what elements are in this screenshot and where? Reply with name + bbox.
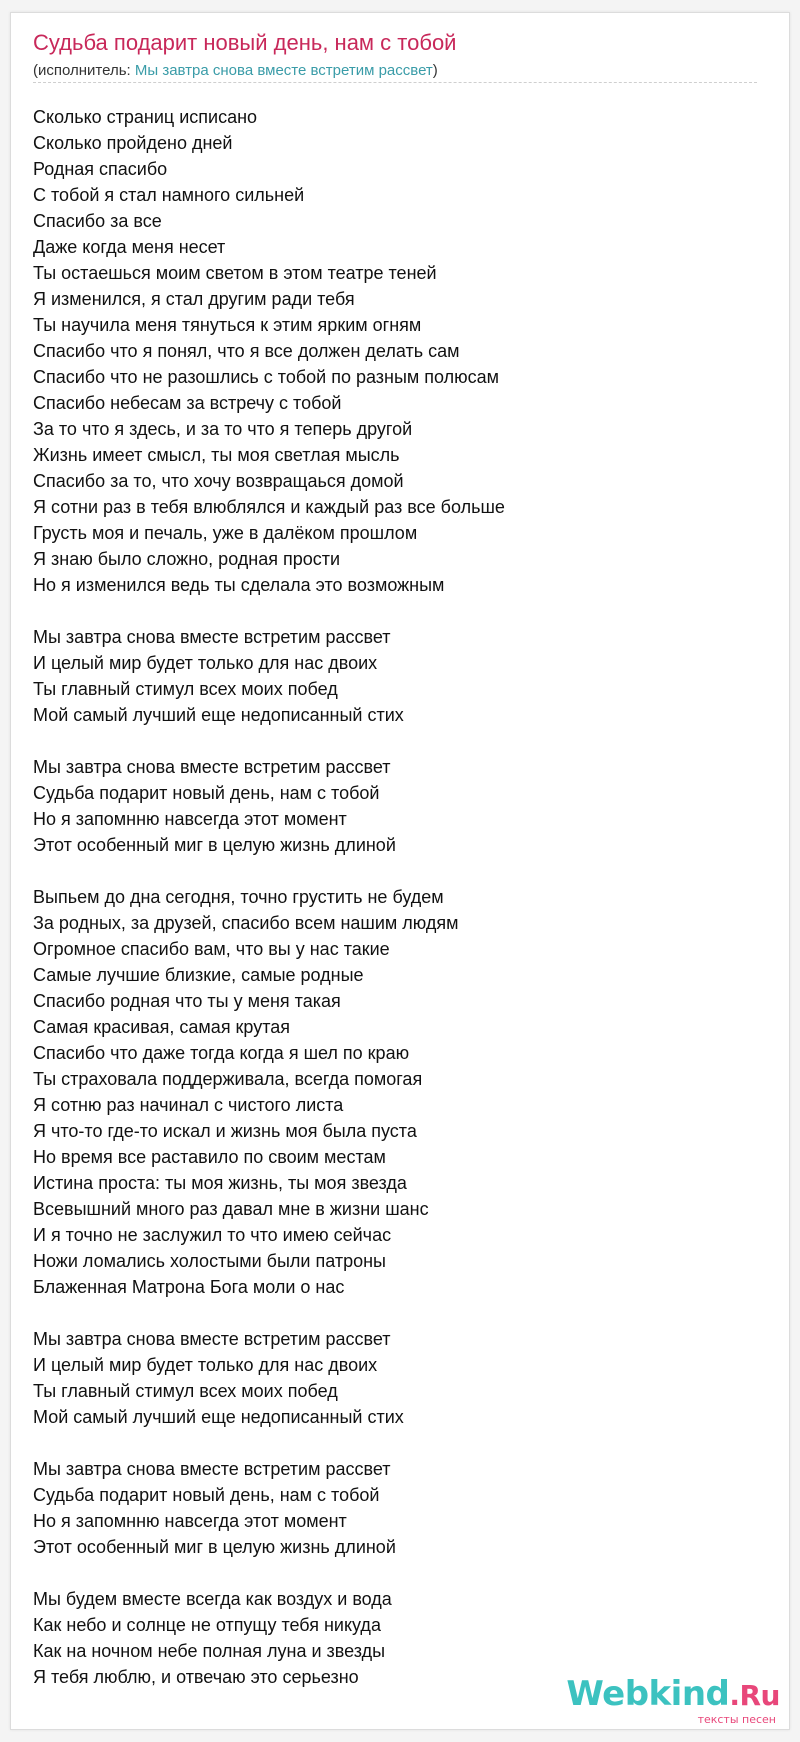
lyric-line: Блаженная Матрона Бога моли о нас: [33, 1277, 345, 1297]
lyric-line: Я что-то где-то искал и жизнь моя была пуста: [33, 1121, 417, 1141]
lyric-line: Судьба подарит новый день, нам с тобой: [33, 1485, 380, 1505]
lyric-line: Самая красивая, самая крутая: [33, 1017, 291, 1037]
lyric-line: Я знаю было сложно, родная прости: [33, 549, 341, 569]
lyric-line: И целый мир будет только для нас двоих: [33, 1355, 378, 1375]
lyric-line: С тобой я стал намного сильней: [33, 185, 305, 205]
lyric-line: И целый мир будет только для нас двоих: [33, 653, 378, 673]
lyric-line: Мы завтра снова вместе встретим рассвет: [33, 627, 391, 647]
lyric-line: Мы будем вместе всегда как воздух и вода: [33, 1589, 392, 1609]
lyric-line: Огромное спасибо вам, что вы у нас такие: [33, 939, 390, 959]
lyric-line: Спасибо за все: [33, 211, 162, 231]
lyric-line: Спасибо что я понял, что я все должен делать сам: [33, 341, 460, 361]
lyric-line: Родная спасибо: [33, 159, 168, 179]
lyrics-stanza: [33, 624, 753, 728]
logo-wordmark: [566, 1676, 780, 1714]
lyric-line: Судьба подарит новый день, нам с тобой: [33, 783, 380, 803]
logo-brand: Webkind: [566, 1674, 730, 1714]
lyric-line: Мы завтра снова вместе встретим рассвет: [33, 757, 391, 777]
performer-prefix: (исполнитель:: [33, 62, 135, 79]
lyric-line: Я тебя люблю, и отвечаю это серьезно: [33, 1667, 359, 1687]
lyric-line: Спасибо за то, что хочу возвращаься домой: [33, 471, 404, 491]
lyric-line: Ножи ломались холостыми были патроны: [33, 1251, 386, 1271]
lyric-line: Этот особенный миг в целую жизнь длиной: [33, 1537, 396, 1557]
lyric-line: И я точно не заслужил то что имею сейчас: [33, 1225, 392, 1245]
lyric-line: Но время все раставило по своим местам: [33, 1147, 386, 1167]
lyric-line: Ты страховала поддерживала, всегда помогая: [33, 1069, 423, 1089]
lyric-line: Я сотню раз начинал с чистого листа: [33, 1095, 344, 1115]
lyric-line: Спасибо родная что ты у меня такая: [33, 991, 341, 1011]
lyric-line: Мой самый лучший еще недописанный стих: [33, 705, 404, 725]
lyric-line: Самые лучшие близкие, самые родные: [33, 965, 364, 985]
lyric-line: Спасибо что даже тогда когда я шел по краю: [33, 1043, 410, 1063]
lyric-line: Но я запомнню навсегда этот момент: [33, 809, 347, 829]
lyric-line: Спасибо небесам за встречу с тобой: [33, 393, 342, 413]
lyric-line: Мы завтра снова вместе встретим рассвет: [33, 1329, 391, 1349]
lyric-line: Ты главный стимул всех моих побед: [33, 679, 338, 699]
song-title: Судьба подарит новый день, нам с тобой: [33, 30, 457, 55]
lyric-line: Как на ночном небе полная луна и звезды: [33, 1641, 386, 1661]
lyrics-body: [33, 104, 753, 1716]
lyric-line: Истина проста: ты моя жизнь, ты моя звезда: [33, 1173, 407, 1193]
lyric-line: Как небо и солнце не отпущу тебя никуда: [33, 1615, 381, 1635]
lyric-line: Этот особенный миг в целую жизнь длиной: [33, 835, 396, 855]
performer-line: [33, 62, 438, 79]
title-divider: [33, 82, 757, 83]
lyric-line: За то что я здесь, и за то что я теперь другой: [33, 419, 413, 439]
lyric-line: Но я запомнню навсегда этот момент: [33, 1511, 347, 1531]
lyric-line: Спасибо что не разошлись с тобой по разным полюсам: [33, 367, 500, 387]
lyric-line: Даже когда меня несет: [33, 237, 226, 257]
lyric-line: Сколько страниц исписано: [33, 107, 258, 127]
lyric-line: Я изменился, я стал другим ради тебя: [33, 289, 355, 309]
lyrics-stanza: [33, 1326, 753, 1430]
lyric-line: Жизнь имеет смысл, ты моя светлая мысль: [33, 445, 400, 465]
lyrics-stanza: [33, 104, 753, 598]
performer-link[interactable]: Мы завтра снова вместе встретим рассвет: [134, 62, 433, 79]
performer-suffix: ): [432, 62, 438, 79]
lyric-line: Мы завтра снова вместе встретим рассвет: [33, 1459, 391, 1479]
logo-tagline: тексты песен: [697, 1713, 776, 1726]
lyric-line: Выпьем до дна сегодня, точно грустить не будем: [33, 887, 444, 907]
lyrics-stanza: [33, 754, 753, 858]
lyrics-stanza: [33, 1456, 753, 1560]
lyric-line: Я сотни раз в тебя влюблялся и каждый раз все больше: [33, 497, 505, 517]
lyric-line: Сколько пройдено дней: [33, 133, 233, 153]
lyric-line: Но я изменился ведь ты сделала это возможным: [33, 575, 445, 595]
lyric-line: Ты научила меня тянуться к этим ярким огням: [33, 315, 422, 335]
lyric-line: Мой самый лучший еще недописанный стих: [33, 1407, 404, 1427]
lyric-line: За родных, за друзей, спасибо всем нашим людям: [33, 913, 459, 933]
logo-tld: .Ru: [729, 1679, 780, 1712]
lyric-line: Всевышний много раз давал мне в жизни шанс: [33, 1199, 429, 1219]
lyric-line: Грусть моя и печаль, уже в далёком прошлом: [33, 523, 418, 543]
site-logo[interactable]: [566, 1676, 780, 1726]
lyric-line: Ты остаешься моим светом в этом театре теней: [33, 263, 437, 283]
lyric-line: Ты главный стимул всех моих побед: [33, 1381, 338, 1401]
lyrics-stanza: [33, 884, 753, 1300]
